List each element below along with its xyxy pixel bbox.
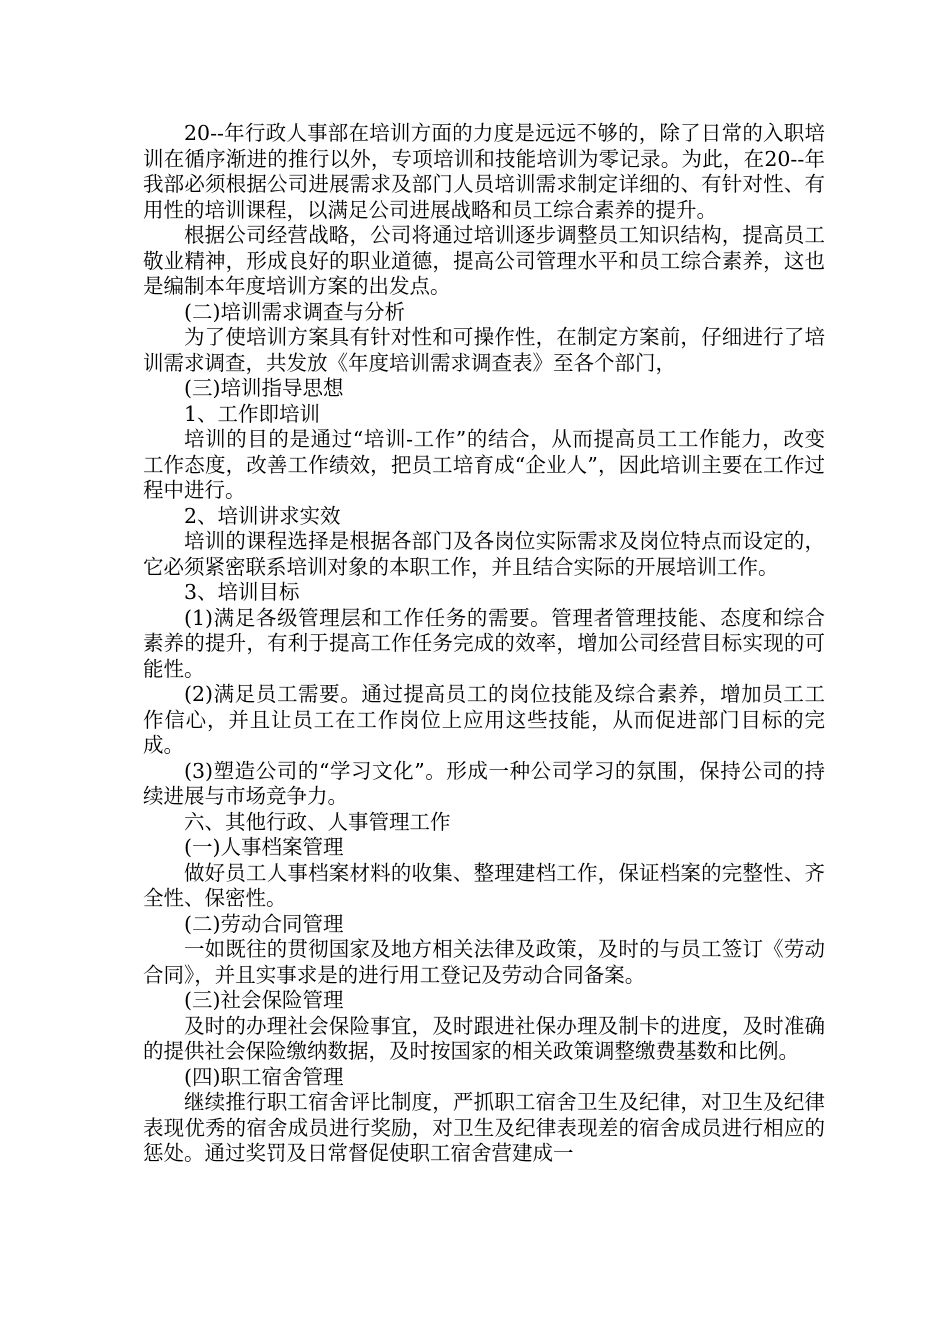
paragraph-labor-contracts: 一如既往的贯彻国家及地方相关法律及政策，及时的与员工签订《劳动合同》，并且实事求是的进行用工登记及劳动合同备案。 bbox=[143, 937, 825, 987]
document-page bbox=[143, 121, 825, 1167]
heading-labor-contracts: (二)劳动合同管理 bbox=[184, 911, 344, 936]
heading-work-is-training: 1、工作即培训 bbox=[184, 401, 321, 426]
heading-social-insurance: (三)社会保险管理 bbox=[184, 988, 344, 1012]
paragraph-social-insurance: 及时的办理社会保险事宜，及时跟进社保办理及制卡的进度，及时准确的提供社会保险缴纳数据，及时按国家的相关政策调整缴费基数和比例。 bbox=[143, 1013, 825, 1063]
paragraph-goal-2: (2)满足员工需要。通过提高员工的岗位技能及综合素养，增加员工工作信心，并且让员工在工作岗位上应用这些技能，从而促进部门目标的完成。 bbox=[143, 682, 825, 757]
paragraph-work-is-training: 培训的目的是通过“培训-工作”的结合，从而提高员工工作能力，改变工作态度，改善工作绩效，把员工培育成“企业人”，因此培训主要在工作过程中进行。 bbox=[143, 427, 825, 502]
paragraph-personnel-files: 做好员工人事档案材料的收集、整理建档工作，保证档案的完整性、齐全性、保密性。 bbox=[143, 860, 825, 910]
paragraph-practical-results: 培训的课程选择是根据各部门及各岗位实际需求及岗位特点而设定的，它必须紧密联系培训对象的本职工作，并且结合实际的开展培训工作。 bbox=[143, 529, 825, 579]
heading-practical-results: 2、培训讲求实效 bbox=[184, 503, 341, 528]
heading-personnel-files: (一)人事档案管理 bbox=[184, 835, 344, 859]
paragraph-goal-3: (3)塑造公司的“学习文化”。形成一种公司学习的氛围，保持公司的持续进展与市场竞争力。 bbox=[143, 758, 825, 808]
paragraph-strategy: 根据公司经营战略，公司将通过培训逐步调整员工知识结构，提高员工敬业精神，形成良好的职业道德，提高公司管理水平和员工综合素养，这也是编制本年度培训方案的出发点。 bbox=[143, 223, 825, 298]
paragraph-dormitory: 继续推行职工宿舍评比制度，严抓职工宿舍卫生及纪律，对卫生及纪律表现优秀的宿舍成员进行奖励，对卫生及纪律表现差的宿舍成员进行相应的惩处。通过奖罚及日常督促使职工宿舍营建成一 bbox=[143, 1090, 825, 1165]
heading-other-admin: 六、其他行政、人事管理工作 bbox=[184, 809, 451, 834]
paragraph-training-needs: 为了使培训方案具有针对性和可操作性，在制定方案前，仔细进行了培训需求调查，共发放《年度培训需求调查表》至各个部门， bbox=[143, 325, 825, 375]
heading-training-needs: (二)培训需求调查与分析 bbox=[184, 299, 405, 324]
paragraph-goal-1: (1)满足各级管理层和工作任务的需要。管理者管理技能、态度和综合素养的提升，有利于提高工作任务完成的效率，增加公司经营目标实现的可能性。 bbox=[143, 605, 825, 681]
heading-dormitory: (四)职工宿舍管理 bbox=[184, 1064, 344, 1089]
heading-guiding-ideology: (三)培训指导思想 bbox=[184, 376, 344, 400]
paragraph-intro: 20--年行政人事部在培训方面的力度是远远不够的，除了日常的入职培训在循序渐进的推行以外，专项培训和技能培训为零记录。为此，在20--年我部必须根据公司进展需求及部门人员培训需求制定详细的、有针对性、有用性的培训课程，以满足公司进展战略和员工综合素养的提升。 bbox=[143, 121, 825, 222]
heading-training-goals: 3、培训目标 bbox=[184, 580, 300, 604]
